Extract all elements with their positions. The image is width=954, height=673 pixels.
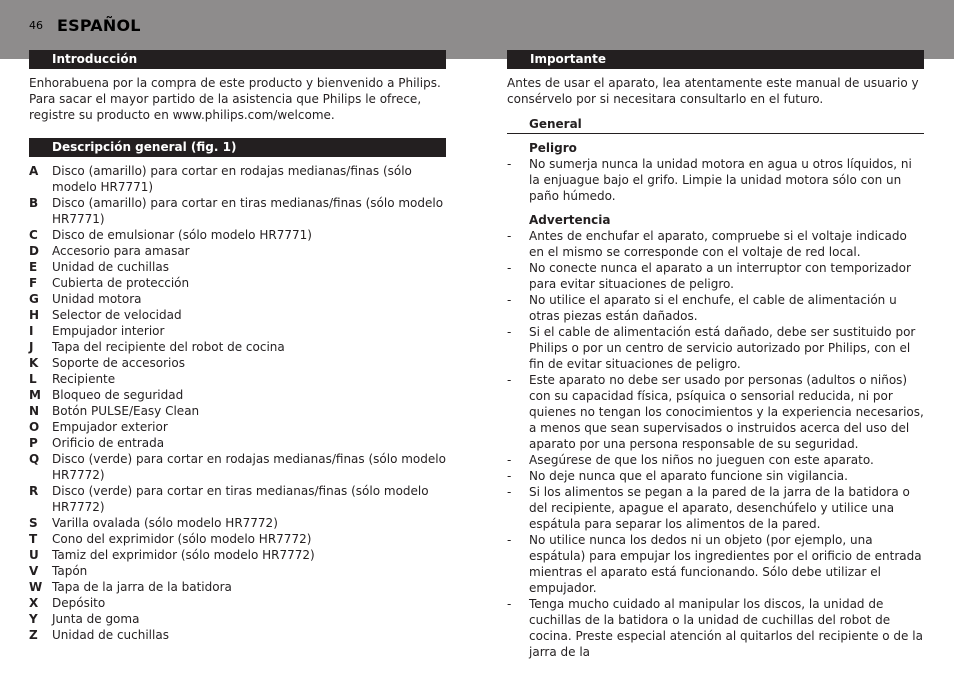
warning-text: No utilice nunca los dedos ni un objeto (por ejemplo, una espátula) para empujar los ingredientes por el orificio de entrada mientras el aparato está funcionando. Sólo debe utilizar el empujador.	[529, 533, 922, 595]
parts-list-item	[29, 595, 449, 611]
warning-text: No conecte nunca el aparato a un interruptor con temporizador para evitar situaciones de peligro.	[529, 261, 911, 291]
part-description: Soporte de accesorios	[52, 356, 185, 370]
parts-list-item	[29, 195, 449, 227]
danger-heading: Peligro	[529, 141, 577, 155]
part-description: Cono del exprimidor (sólo modelo HR7772)	[52, 532, 312, 546]
part-description: Depósito	[52, 596, 106, 610]
part-description: Empujador exterior	[52, 420, 168, 434]
page-number: 46	[29, 19, 43, 32]
part-letter: M	[29, 388, 41, 402]
part-letter: Q	[29, 452, 40, 466]
part-letter: X	[29, 596, 39, 610]
part-letter: B	[29, 196, 39, 210]
part-letter: O	[29, 420, 40, 434]
parts-list-item	[29, 515, 449, 531]
parts-list-item	[29, 483, 449, 515]
important-paragraph: Antes de usar el aparato, lea atentamente este manual de usuario y consérvelo por si necesitara consultarlo en el futuro.	[507, 76, 919, 106]
part-description: Unidad de cuchillas	[52, 260, 169, 274]
general-divider	[507, 133, 924, 134]
part-description: Empujador interior	[52, 324, 165, 338]
parts-list	[29, 163, 449, 643]
warning-item	[507, 468, 925, 484]
parts-list-item	[29, 451, 449, 483]
part-letter: V	[29, 564, 39, 578]
part-description: Varilla ovalada (sólo modelo HR7772)	[52, 516, 278, 530]
warning-item	[507, 484, 925, 532]
bullet-dash: -	[507, 533, 512, 547]
bullet-dash: -	[507, 229, 512, 243]
part-description: Disco (verde) para cortar en tiras medianas/finas (sólo modelo HR7772)	[52, 484, 429, 514]
bullet-dash: -	[507, 293, 512, 307]
part-description: Tapón	[52, 564, 88, 578]
parts-list-item	[29, 579, 449, 595]
warning-text: Antes de enchufar el aparato, compruebe si el voltaje indicado en el mismo se corresponde con el voltaje de red local.	[529, 229, 907, 259]
warning-item	[507, 452, 925, 468]
part-letter: R	[29, 484, 39, 498]
warning-heading: Advertencia	[529, 213, 611, 227]
warning-item	[507, 292, 925, 324]
part-letter: F	[29, 276, 38, 290]
warning-item	[507, 596, 925, 660]
parts-list-item	[29, 387, 449, 403]
bullet-dash: -	[507, 469, 512, 483]
part-description: Tapa de la jarra de la batidora	[52, 580, 232, 594]
bullet-dash: -	[507, 453, 512, 467]
part-description: Disco (verde) para cortar en rodajas medianas/finas (sólo modelo HR7772)	[52, 452, 446, 482]
parts-list-item	[29, 419, 449, 435]
part-description: Accesorio para amasar	[52, 244, 190, 258]
part-letter: E	[29, 260, 38, 274]
part-letter: D	[29, 244, 39, 258]
parts-list-item	[29, 563, 449, 579]
bullet-dash: -	[507, 157, 512, 171]
warning-text: Si los alimentos se pegan a la pared de la jarra de la batidora o del recipiente, apague el aparato, desenchúfelo y utilice una espátula para separar los alimentos de la pared.	[529, 485, 910, 531]
part-description: Selector de velocidad	[52, 308, 182, 322]
part-description: Disco de emulsionar (sólo modelo HR7771)	[52, 228, 312, 242]
parts-list-item	[29, 547, 449, 563]
section-heading-descripcion: Descripción general (fig. 1)	[29, 138, 446, 157]
language-title: ESPAÑOL	[57, 16, 141, 35]
part-description: Disco (amarillo) para cortar en rodajas medianas/finas (sólo modelo HR7771)	[52, 164, 412, 194]
parts-list-item	[29, 627, 449, 643]
danger-list	[507, 156, 925, 204]
parts-list-item	[29, 403, 449, 419]
warning-text: Este aparato no debe ser usado por personas (adultos o niños) con su capacidad física, psíquica o sensorial reducida, ni por quienes no tengan los conocimientos y la experiencia necesarios, a menos que sean supervisados o instruidos acerca del uso del aparato por una persona responsable de su seguridad.	[529, 373, 924, 451]
part-description: Cubierta de protección	[52, 276, 190, 290]
parts-list-item	[29, 435, 449, 451]
part-letter: C	[29, 228, 38, 242]
parts-list-item	[29, 275, 449, 291]
part-letter: K	[29, 356, 39, 370]
bullet-dash: -	[507, 373, 512, 387]
part-description: Disco (amarillo) para cortar en tiras medianas/finas (sólo modelo HR7771)	[52, 196, 444, 226]
bullet-dash: -	[507, 485, 512, 499]
section-heading-importante: Importante	[507, 50, 924, 69]
part-letter: J	[29, 340, 34, 354]
part-description: Tapa del recipiente del robot de cocina	[52, 340, 285, 354]
parts-list-item	[29, 355, 449, 371]
part-description: Unidad de cuchillas	[52, 628, 169, 642]
warning-text: Asegúrese de que los niños no jueguen con este aparato.	[529, 453, 874, 467]
warning-item	[507, 228, 925, 260]
warning-item	[507, 532, 925, 596]
parts-list-item	[29, 307, 449, 323]
parts-list-item	[29, 611, 449, 627]
part-letter: Y	[29, 612, 38, 626]
part-description: Bloqueo de seguridad	[52, 388, 184, 402]
part-letter: W	[29, 580, 43, 594]
part-letter: U	[29, 548, 39, 562]
general-heading: General	[529, 117, 582, 131]
warning-item	[507, 324, 925, 372]
part-description: Tamiz del exprimidor (sólo modelo HR7772)	[52, 548, 315, 562]
bullet-dash: -	[507, 261, 512, 275]
part-letter: Z	[29, 628, 38, 642]
part-letter: G	[29, 292, 39, 306]
part-letter: L	[29, 372, 37, 386]
part-description: Botón PULSE/Easy Clean	[52, 404, 200, 418]
parts-list-item	[29, 259, 449, 275]
part-description: Unidad motora	[52, 292, 142, 306]
warning-list	[507, 228, 925, 660]
bullet-dash: -	[507, 597, 512, 611]
part-description: Orificio de entrada	[52, 436, 165, 450]
parts-list-item	[29, 339, 449, 355]
parts-list-item	[29, 227, 449, 243]
intro-paragraph: Enhorabuena por la compra de este producto y bienvenido a Philips. Para sacar el mayor partido de la asistencia que Philips le ofrece, registre su producto en www.philips.com/welcome.	[29, 76, 441, 122]
danger-text: No sumerja nunca la unidad motora en agua u otros líquidos, ni la enjuague bajo el grifo. Limpie la unidad motora sólo con un paño húmedo.	[529, 157, 912, 203]
parts-list-item	[29, 323, 449, 339]
part-description: Junta de goma	[52, 612, 140, 626]
part-description: Recipiente	[52, 372, 116, 386]
warning-item	[507, 260, 925, 292]
part-letter: H	[29, 308, 40, 322]
bullet-dash: -	[507, 325, 512, 339]
part-letter: N	[29, 404, 40, 418]
part-letter: T	[29, 532, 38, 546]
danger-item	[507, 156, 925, 204]
warning-text: Si el cable de alimentación está dañado, debe ser sustituido por Philips o por un centro de servicio autorizado por Philips, con el fin de evitar situaciones de peligro.	[529, 325, 916, 371]
parts-list-item	[29, 371, 449, 387]
parts-list-item	[29, 531, 449, 547]
part-letter: I	[29, 324, 34, 338]
part-letter: A	[29, 164, 39, 178]
warning-item	[507, 372, 925, 452]
part-letter: P	[29, 436, 38, 450]
part-letter: S	[29, 516, 38, 530]
warning-text: Tenga mucho cuidado al manipular los discos, la unidad de cuchillas de la batidora o la unidad de cuchillas del robot de cocina. Preste especial atención al quitarlos del recipiente o de la jarra de la	[529, 597, 923, 659]
section-heading-introduccion: Introducción	[29, 50, 446, 69]
warning-text: No deje nunca que el aparato funcione sin vigilancia.	[529, 469, 848, 483]
parts-list-item	[29, 291, 449, 307]
warning-text: No utilice el aparato si el enchufe, el cable de alimentación u otras piezas están dañados.	[529, 293, 897, 323]
parts-list-item	[29, 163, 449, 195]
parts-list-item	[29, 243, 449, 259]
